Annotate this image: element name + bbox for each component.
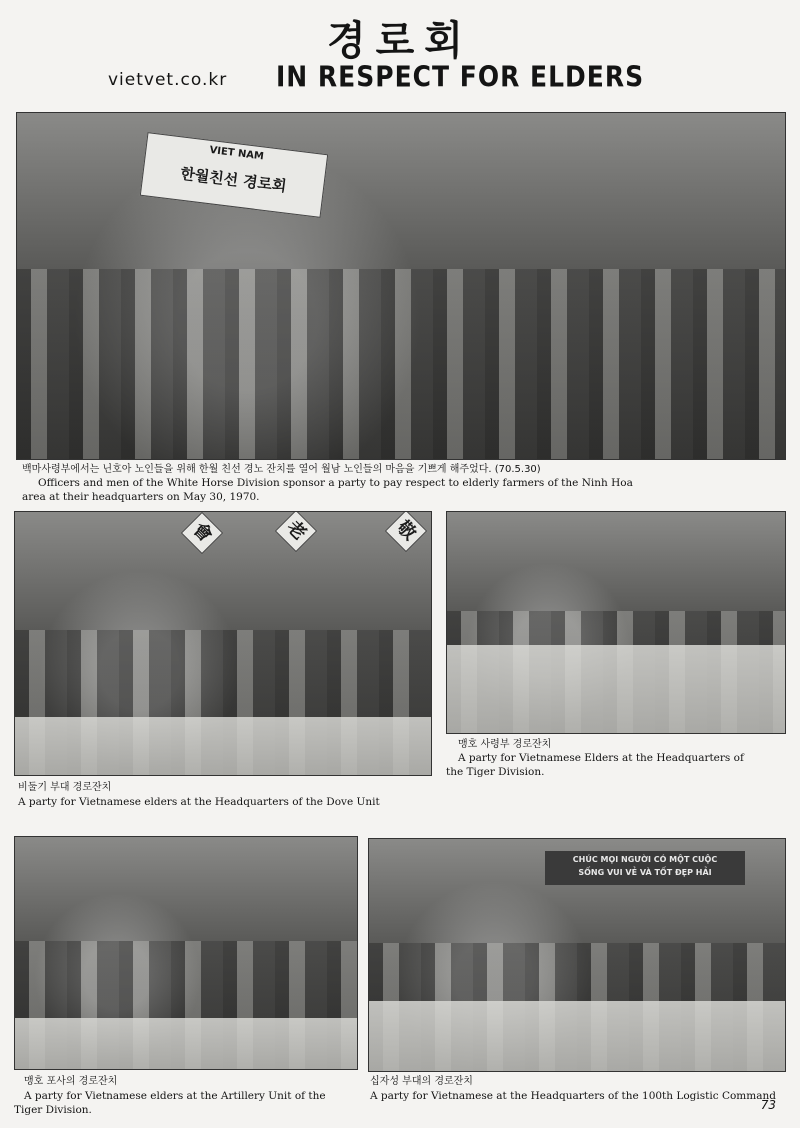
photo-banner-line1: VIET NAM [208,144,265,163]
photo-sign-2: 老 [275,511,317,552]
page-number: 73 [760,1098,776,1112]
page-title-english: IN RESPECT FOR ELDERS [276,59,645,94]
caption-logistic-english: A party for Vietnamese at the Headquarters of the 100th Logistic Command [370,1090,776,1102]
photo-sign-3: 敬 [385,511,427,552]
photo-table [15,1018,357,1069]
photo-sign-1: 會 [181,512,223,554]
caption-tiger-korean: 맹호 사령부 경로잔치 [458,739,552,750]
photo-logistic-command-party [368,838,786,1072]
caption-tiger-english-line2: the Tiger Division. [446,766,545,778]
photo-banner-line2: 한월친선 경로회 [179,164,288,196]
photo-banner [545,851,745,885]
caption-dove-english: A party for Vietnamese elders at the Headquarters of the Dove Unit [18,796,380,808]
caption-dove-korean: 비둘기 부대 경로잔치 [18,782,112,793]
photo-table [447,645,785,733]
caption-top-korean: 백마사령부에서는 닌호아 노인들을 위해 한월 친선 경노 잔치를 열어 월남 노인들의 마음을 기쁘게 해주었다. (70.5.30) [22,464,541,475]
photo-banner-line1: CHÚC MỌI NGƯỜI CÓ MỘT CUỘC [572,855,718,864]
photo-artillery-unit-party [14,836,358,1070]
photo-white-horse-party [16,112,786,460]
caption-logistic-korean: 십자성 부대의 경로잔치 [370,1076,473,1087]
website-watermark: vietvet.co.kr [108,70,228,90]
caption-top-english-line1: Officers and men of the White Horse Division sponsor a party to pay respect to elderly farmers of the Ninh Hoa [38,477,633,489]
photo-crowd [17,269,785,459]
caption-artillery-english-line2: Tiger Division. [14,1104,92,1116]
photo-table [369,1001,785,1071]
photo-tiger-division-party [446,511,786,734]
photo-table [15,717,431,775]
photo-banner [140,132,328,218]
page-title-korean: 경로회 [327,18,473,64]
photo-dove-unit-party [14,511,432,776]
caption-artillery-korean: 맹호 포사의 경로잔치 [24,1076,118,1087]
photo-banner-line2: SỐNG VUI VẺ VÀ TỐT ĐẸP HẢI [578,868,712,877]
caption-tiger-english-line1: A party for Vietnamese Elders at the Headquarters of [458,752,744,764]
caption-artillery-english-line1: A party for Vietnamese elders at the Artillery Unit of the [24,1090,326,1102]
caption-top-english-line2: area at their headquarters on May 30, 1970. [22,491,260,503]
